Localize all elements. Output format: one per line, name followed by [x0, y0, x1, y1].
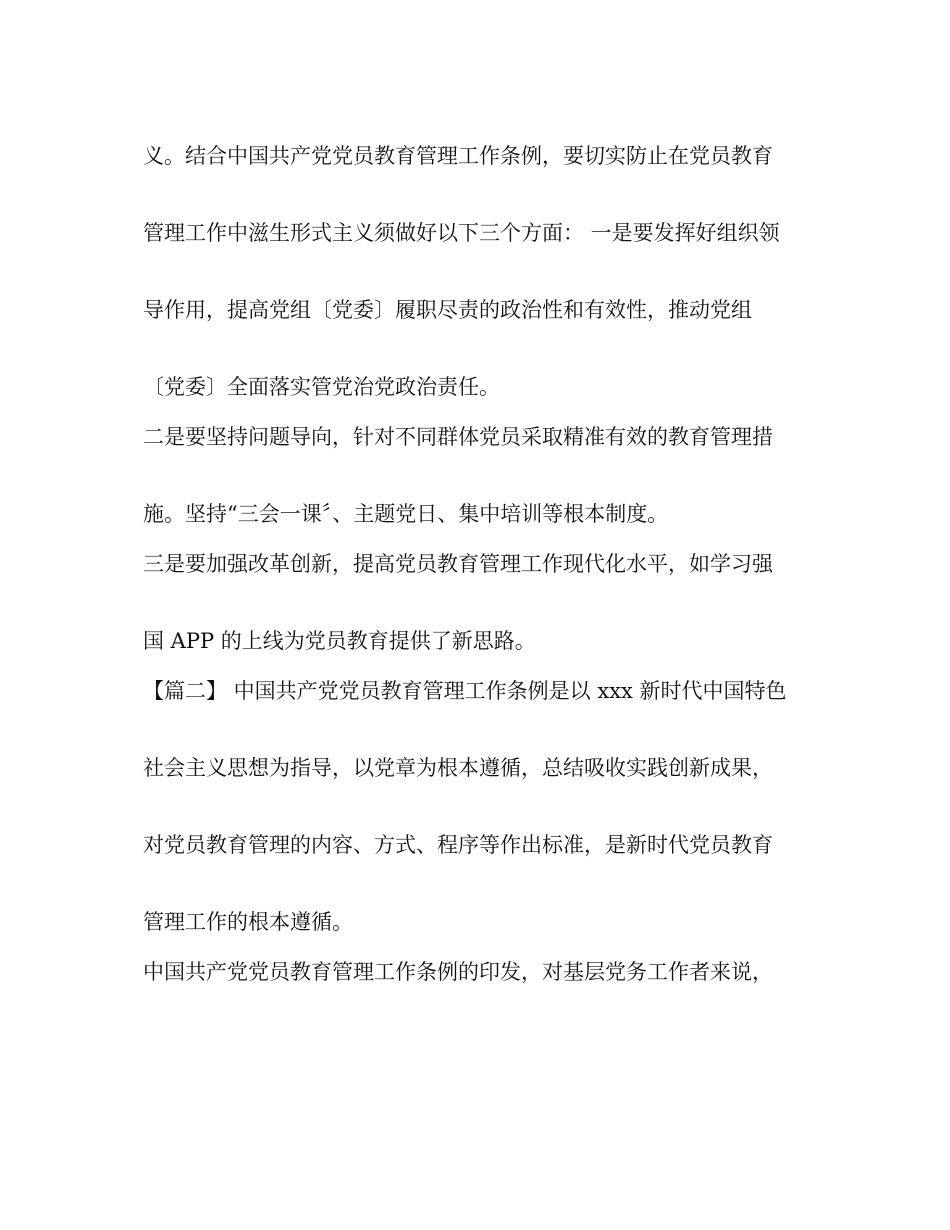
text-line-8: 国 APP 的上线为党员教育提供了新思路。 — [143, 629, 536, 653]
text-line-5: 二是要坚持问题导向，针对不同群体党员采取精准有效的教育管理措 — [143, 425, 773, 449]
text-line-7: 三是要加强改革创新，提高党员教育管理工作现代化水平，如学习强 — [143, 552, 773, 576]
document-body — [143, 137, 813, 991]
text-line-6: 施。坚持“三会一课〞、主题党日、集中培训等根本制度。 — [143, 502, 669, 526]
text-line-12: 管理工作的根本遵循。 — [143, 910, 353, 934]
text-line-13: 中国共产党党员教育管理工作条例的印发，对基层党务工作者来说， — [143, 960, 773, 984]
text-line-11: 对党员教育管理的内容、方式、程序等作出标准，是新时代党员教育 — [143, 833, 773, 857]
text-line-2: 管理工作中滋生形式主义须做好以下三个方面： 一是要发挥好组织领 — [143, 221, 780, 245]
text-line-9: 【篇二】 中国共产党党员教育管理工作条例是以 xxx 新时代中国特色 — [143, 679, 787, 703]
text-line-10: 社会主义思想为指导，以党章为根本遵循，总结吸收实践创新成果， — [143, 756, 773, 780]
text-line-3: 导作用，提高党组〔党委〕履职尽责的政治性和有效性，推动党组 — [143, 298, 752, 322]
text-line-1: 义。结合中国共产党党员教育管理工作条例，要切实防止在党员教育 — [143, 144, 773, 168]
text-line-4: 〔党委〕全面落实管党治党政治责任。 — [143, 375, 500, 399]
